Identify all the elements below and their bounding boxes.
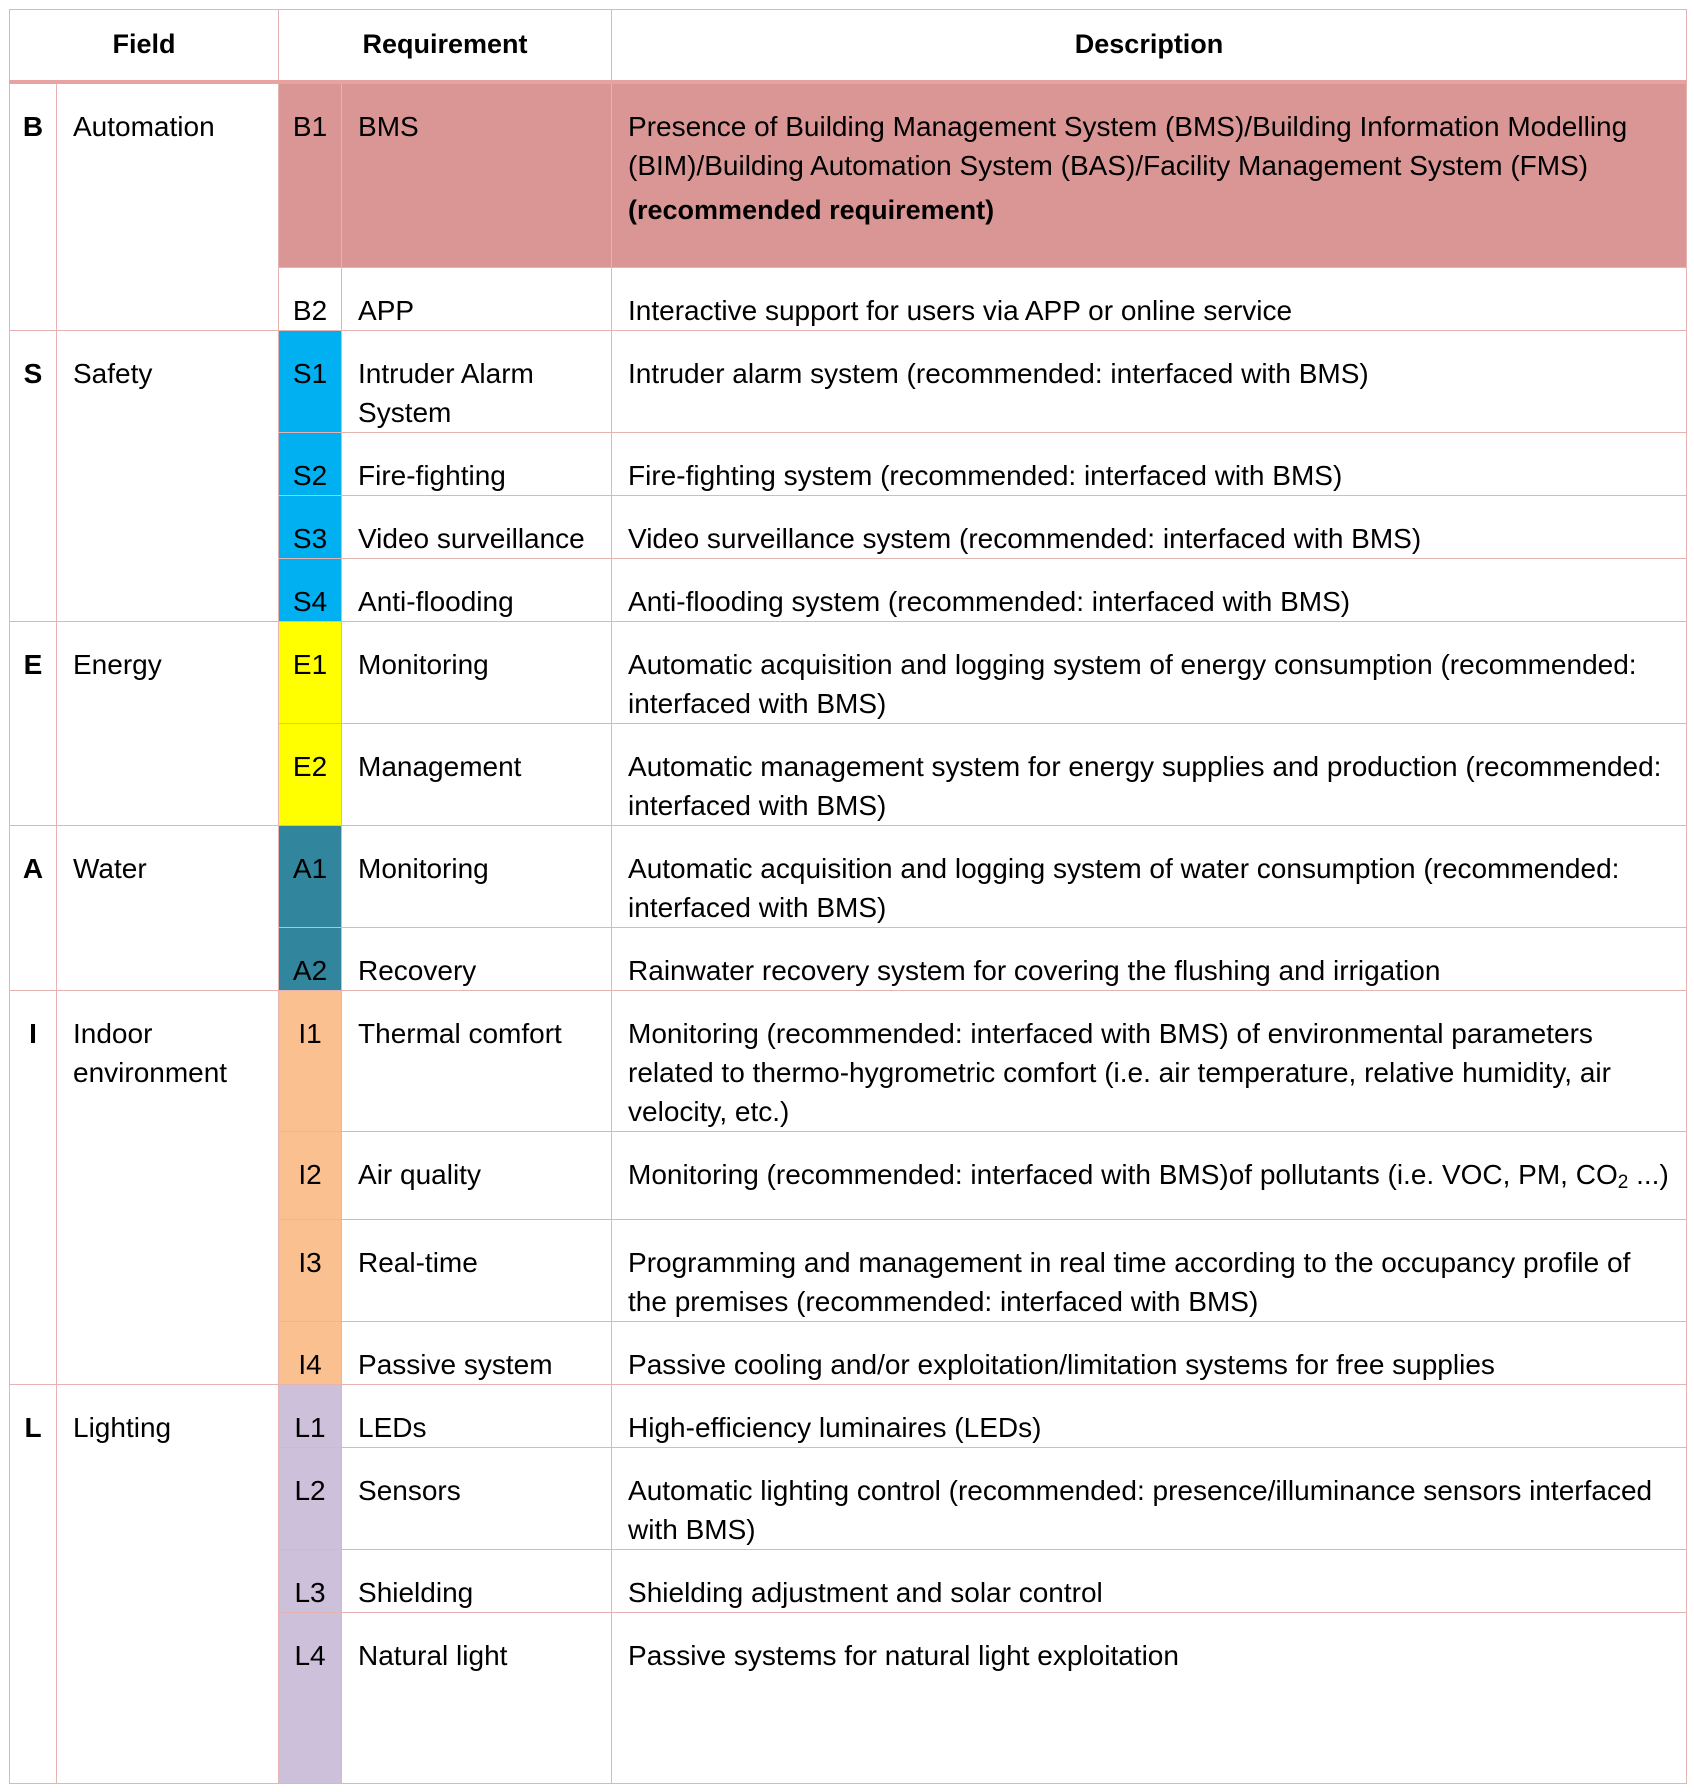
requirement-code: A2 <box>279 928 342 991</box>
recommended-note: (recommended requirement) <box>628 194 995 225</box>
requirement-code: S1 <box>279 331 342 433</box>
requirement-description <box>612 1132 1687 1220</box>
description-text: Monitoring (recommended: interfaced with BMS)of pollutants (i.e. VOC, PM, CO <box>628 1159 1618 1190</box>
requirement-name: Recovery <box>342 928 612 991</box>
requirement-code: L4 <box>279 1613 342 1784</box>
requirement-description: Rainwater recovery system for covering the flushing and irrigation <box>612 928 1687 991</box>
table-row <box>10 826 1687 928</box>
requirement-name: Monitoring <box>342 622 612 724</box>
table-body <box>10 82 1687 1784</box>
field-letter: A <box>10 826 57 991</box>
requirement-description <box>612 82 1687 268</box>
requirement-name: Video surveillance <box>342 496 612 559</box>
requirement-description: Interactive support for users via APP or online service <box>612 268 1687 331</box>
requirement-description: Passive cooling and/or exploitation/limitation systems for free supplies <box>612 1322 1687 1385</box>
requirement-name: Anti-flooding <box>342 559 612 622</box>
requirement-name: BMS <box>342 82 612 268</box>
requirement-name: LEDs <box>342 1385 612 1448</box>
requirement-name: Monitoring <box>342 826 612 928</box>
table-row <box>10 622 1687 724</box>
field-name: Lighting <box>57 1385 279 1784</box>
field-letter: S <box>10 331 57 622</box>
requirement-description: Anti-flooding system (recommended: interfaced with BMS) <box>612 559 1687 622</box>
field-name: Energy <box>57 622 279 826</box>
requirement-code: A1 <box>279 826 342 928</box>
requirement-code: S3 <box>279 496 342 559</box>
requirement-code: L2 <box>279 1448 342 1550</box>
requirement-code: S4 <box>279 559 342 622</box>
requirement-name: Sensors <box>342 1448 612 1550</box>
requirement-code: I1 <box>279 991 342 1132</box>
requirement-description: Automatic acquisition and logging system of energy consumption (recommended: interfaced with BMS) <box>612 622 1687 724</box>
table-row <box>10 1385 1687 1448</box>
requirement-name: Passive system <box>342 1322 612 1385</box>
requirement-name: Fire-fighting <box>342 433 612 496</box>
field-letter: B <box>10 82 57 331</box>
field-name: Water <box>57 826 279 991</box>
requirement-description: Automatic acquisition and logging system of water consumption (recommended: interfaced with BMS) <box>612 826 1687 928</box>
requirement-code: I2 <box>279 1132 342 1220</box>
table-row <box>10 991 1687 1132</box>
description-tail: ...) <box>1628 1159 1669 1190</box>
requirement-description: Passive systems for natural light exploitation <box>612 1613 1687 1784</box>
requirement-name: Shielding <box>342 1550 612 1613</box>
header-field: Field <box>10 10 279 82</box>
requirement-code: I3 <box>279 1220 342 1322</box>
field-letter: E <box>10 622 57 826</box>
requirement-code: E1 <box>279 622 342 724</box>
header-description: Description <box>612 10 1687 82</box>
header-requirement: Requirement <box>279 10 612 82</box>
requirement-code: L3 <box>279 1550 342 1613</box>
requirement-name: APP <box>342 268 612 331</box>
table-row <box>10 331 1687 433</box>
co2-subscript: 2 <box>1617 1172 1629 1193</box>
field-letter: I <box>10 991 57 1385</box>
requirement-code: I4 <box>279 1322 342 1385</box>
requirement-name: Thermal comfort <box>342 991 612 1132</box>
table-row <box>10 82 1687 268</box>
requirement-code: B2 <box>279 268 342 331</box>
requirement-description: Intruder alarm system (recommended: interfaced with BMS) <box>612 331 1687 433</box>
requirement-description: Automatic management system for energy supplies and production (recommended: interfaced with BMS) <box>612 724 1687 826</box>
requirement-name: Intruder Alarm System <box>342 331 612 433</box>
requirement-description: Automatic lighting control (recommended: presence/illuminance sensors interfaced with BMS) <box>612 1448 1687 1550</box>
requirement-name: Air quality <box>342 1132 612 1220</box>
requirements-table <box>9 9 1687 1784</box>
requirement-description: Shielding adjustment and solar control <box>612 1550 1687 1613</box>
requirement-description: High-efficiency luminaires (LEDs) <box>612 1385 1687 1448</box>
requirement-code: L1 <box>279 1385 342 1448</box>
field-name: Automation <box>57 82 279 331</box>
requirement-code: E2 <box>279 724 342 826</box>
field-name: Safety <box>57 331 279 622</box>
requirement-name: Natural light <box>342 1613 612 1784</box>
requirement-code: S2 <box>279 433 342 496</box>
description-text: Presence of Building Management System (BMS)/Building Information Modelling (BIM)/Building Automation System (BAS)/Facility Management System (FMS) <box>628 110 1628 181</box>
requirement-name: Management <box>342 724 612 826</box>
requirement-description: Programming and management in real time according to the occupancy profile of the premises (recommended: interfaced with BMS) <box>612 1220 1687 1322</box>
requirement-name: Real-time <box>342 1220 612 1322</box>
requirement-description: Video surveillance system (recommended: interfaced with BMS) <box>612 496 1687 559</box>
requirement-code: B1 <box>279 82 342 268</box>
field-letter: L <box>10 1385 57 1784</box>
field-name: Indoor environment <box>57 991 279 1385</box>
requirement-description: Monitoring (recommended: interfaced with BMS) of environmental parameters related to thermo-hygrometric comfort (i.e. air temperature, relative humidity, air velocity, etc.) <box>612 991 1687 1132</box>
requirement-description: Fire-fighting system (recommended: interfaced with BMS) <box>612 433 1687 496</box>
header-row <box>10 10 1687 82</box>
